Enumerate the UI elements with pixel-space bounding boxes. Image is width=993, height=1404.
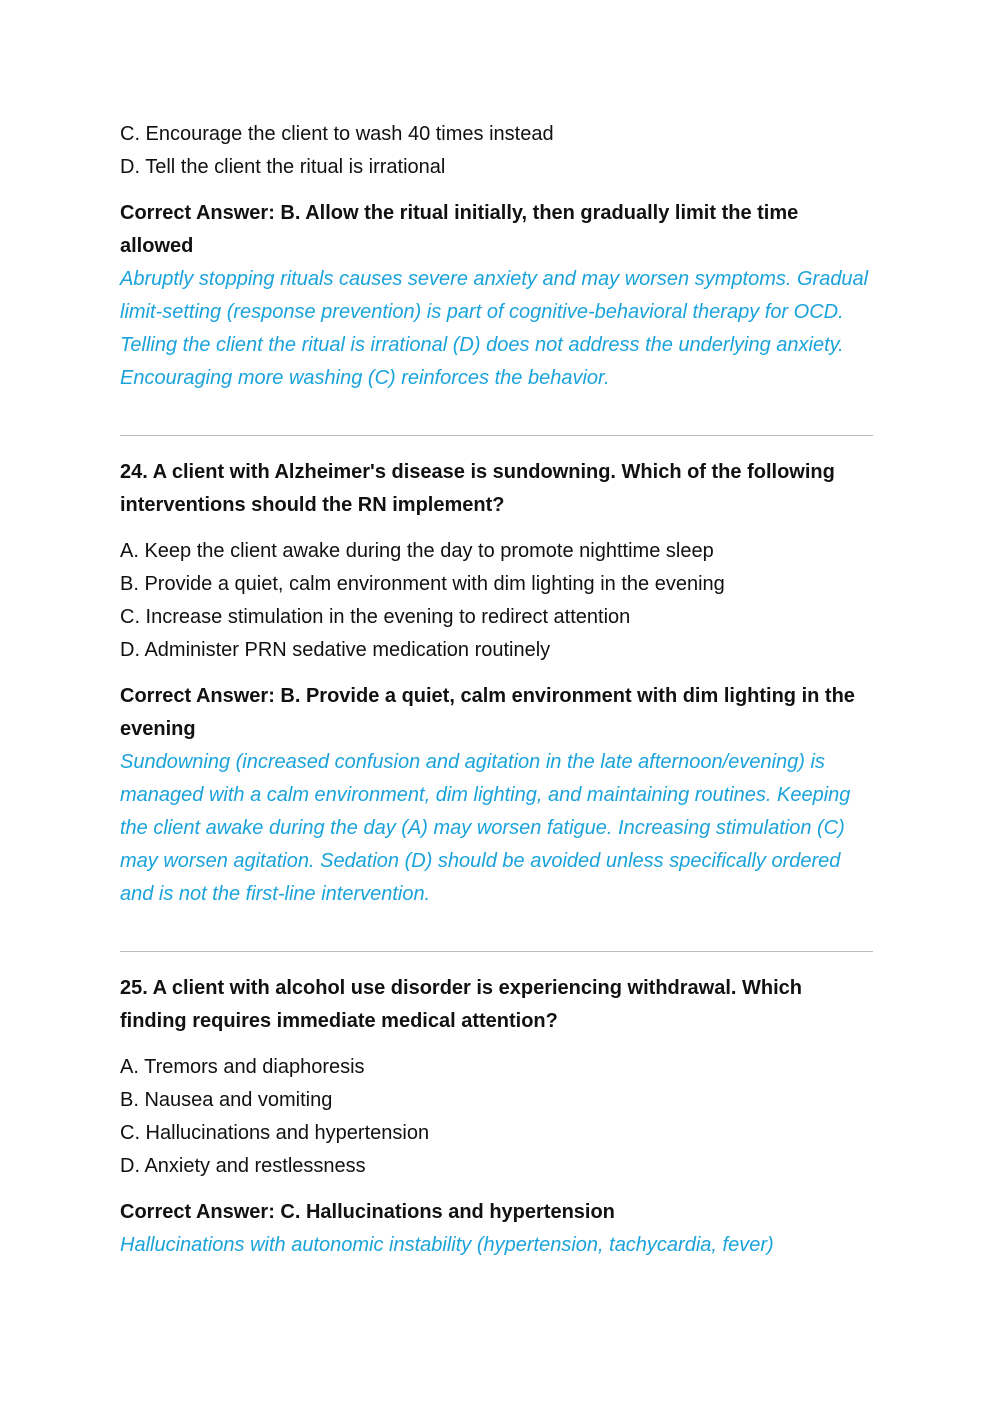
q25-explanation: Hallucinations with autonomic instability (hypertension, tachycardia, fever) (120, 1234, 774, 1256)
q23-option-c: C. Encourage the client to wash 40 times instead (120, 123, 554, 145)
q23-explanation: Abruptly stopping rituals causes severe anxiety and may worsen symptoms. Gradual limit-setting (response prevention) is part of cognitive-behavioral therapy for OCD. Telling the client the ritual is irrational (D) does not address the underlying anxiety. Encouraging more washing (C) reinforces the behavior. (120, 268, 869, 389)
q23-option-d: D. Tell the client the ritual is irrational (120, 156, 446, 178)
document-page (120, 118, 873, 1262)
q24-option-b: B. Provide a quiet, calm environment with dim lighting in the evening (120, 573, 725, 595)
q25-option-d: D. Anxiety and restlessness (120, 1155, 366, 1177)
q23-options (120, 118, 873, 184)
q24-explanation: Sundowning (increased confusion and agitation in the late afternoon/evening) is managed with a calm environment, dim lighting, and maintaining routines. Keeping the client awake during the day (A) may worsen fatigue. Increasing stimulation (C) may worsen agitation. Sedation (D) should be avoided unless specifically ordered and is not the first-line intervention. (120, 751, 851, 905)
q25-options (120, 1051, 873, 1183)
q24-options (120, 535, 873, 667)
q24-correct-answer: Correct Answer: B. Provide a quiet, calm environment with dim lighting in the evening (120, 685, 855, 740)
q23-correct-answer: Correct Answer: B. Allow the ritual initially, then gradually limit the time allowed (120, 202, 799, 257)
q25-question: 25. A client with alcohol use disorder is experiencing withdrawal. Which finding requires immediate medical attention? (120, 977, 803, 1032)
q25-correct-answer: Correct Answer: C. Hallucinations and hypertension (120, 1201, 615, 1223)
q25-option-a: A. Tremors and diaphoresis (120, 1056, 365, 1078)
q24-option-a: A. Keep the client awake during the day to promote nighttime sleep (120, 540, 714, 562)
q24-option-d: D. Administer PRN sedative medication routinely (120, 639, 551, 661)
q25-option-c: C. Hallucinations and hypertension (120, 1122, 430, 1144)
q25-option-b: B. Nausea and vomiting (120, 1089, 333, 1111)
q24-option-c: C. Increase stimulation in the evening to redirect attention (120, 606, 631, 628)
q24-question: 24. A client with Alzheimer's disease is sundowning. Which of the following interventions should the RN implement? (120, 461, 835, 516)
